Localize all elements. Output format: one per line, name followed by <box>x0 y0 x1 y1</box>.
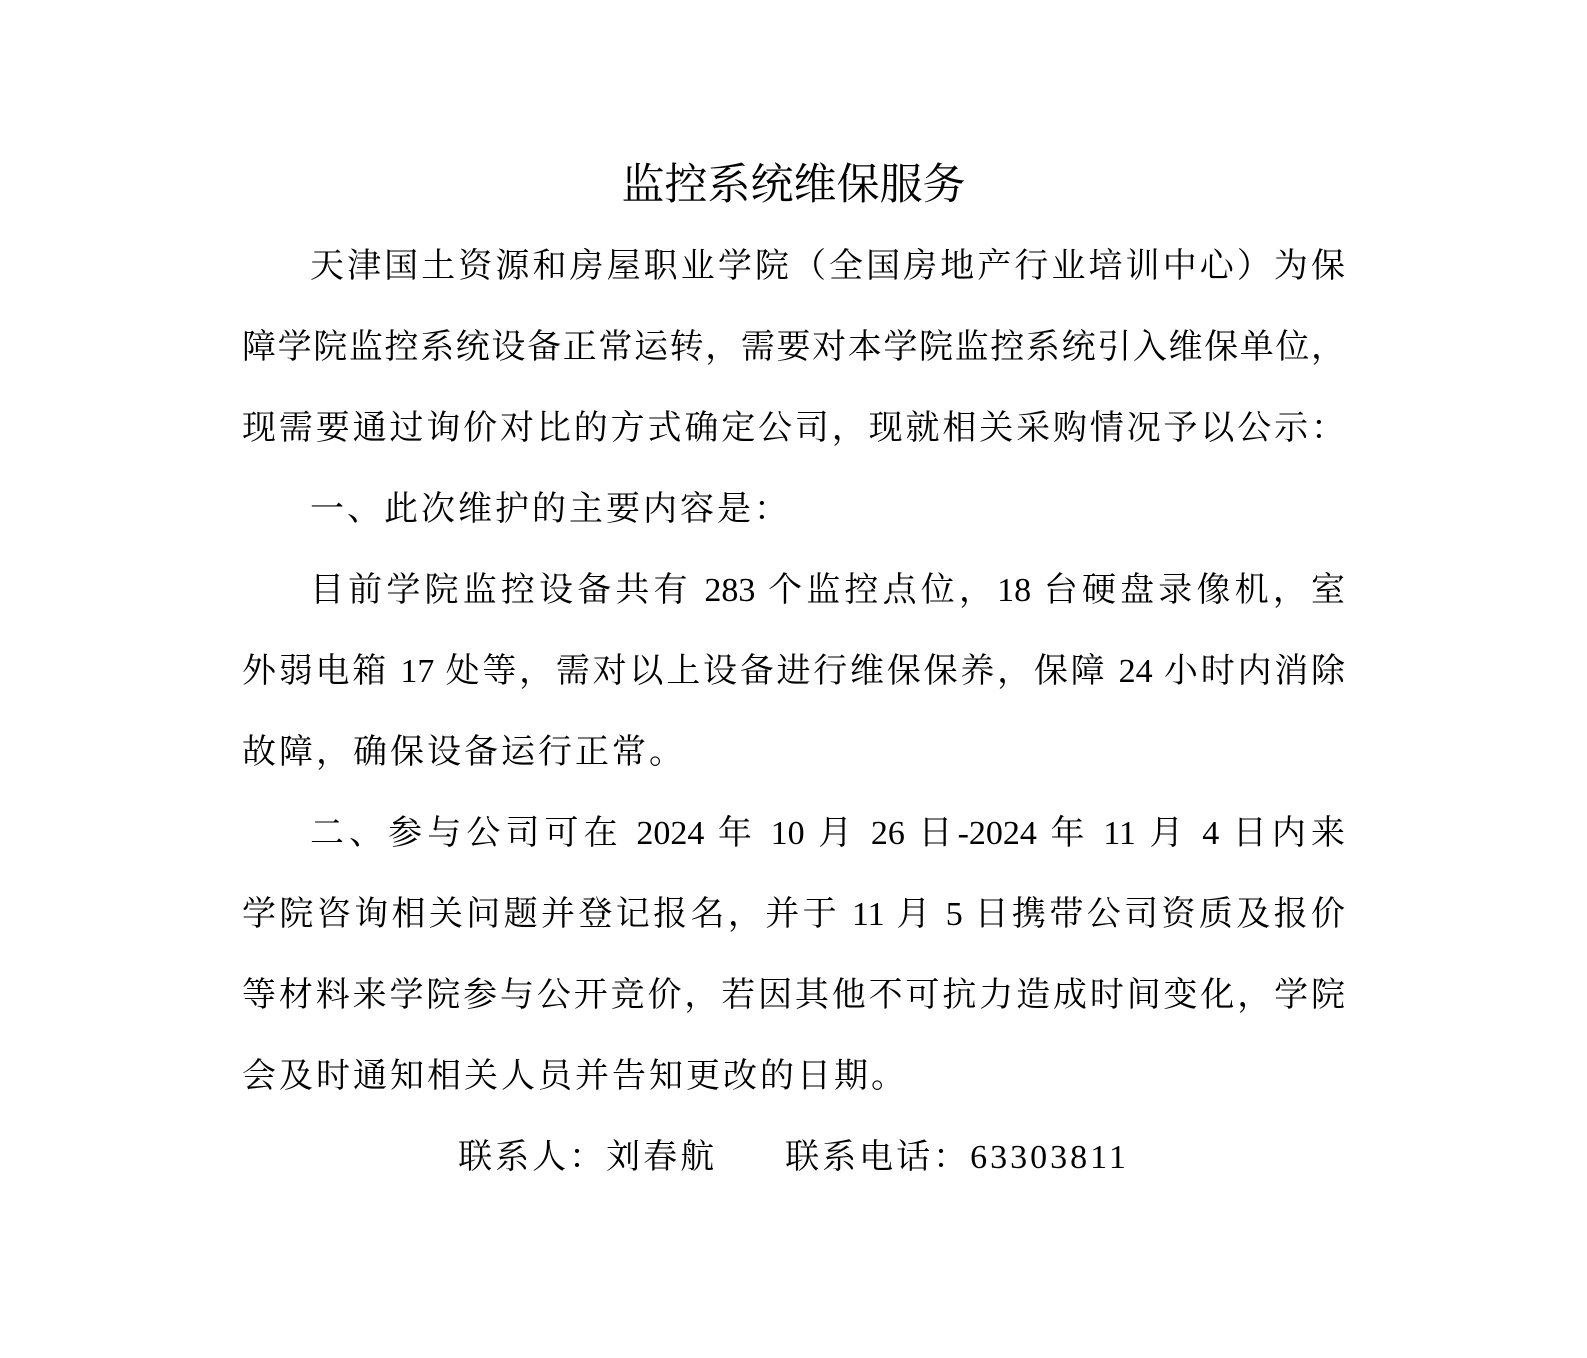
section-2-body-line-1: 二、参与公司可在 2024 年 10 月 26 日-2024 年 11 月 4 日内来 <box>310 815 1345 852</box>
contact-line <box>242 1117 1345 1198</box>
intro-paragraph-line-3: 现需要通过询价对比的方式确定公司，现就相关采购情况予以公示： <box>242 410 1345 447</box>
document-title: 监控系统维保服务 <box>621 162 966 209</box>
section-2-body-line-2: 学院咨询相关问题并登记报名，并于 11 月 5 日携带公司资质及报价 <box>242 896 1345 933</box>
contact-person-label: 联系人： <box>458 1139 607 1176</box>
contact-person-name: 刘春航 <box>606 1139 718 1176</box>
section-1-body-line-1: 目前学院监控设备共有 283 个监控点位，18 台硬盘录像机，室 <box>310 572 1345 609</box>
section-2-body-line-4: 会及时通知相关人员并告知更改的日期。 <box>242 1058 908 1095</box>
contact-phone-label: 联系电话： <box>785 1139 971 1176</box>
section-1-body-line-2: 外弱电箱 17 处等，需对以上设备进行维保保养，保障 24 小时内消除 <box>242 653 1345 690</box>
intro-paragraph-line-2: 障学院监控系统设备正常运转，需要对本学院监控系统引入维保单位， <box>242 329 1345 366</box>
section-2-body-line-3: 等材料来学院参与公开竞价，若因其他不可抗力造成时间变化，学院 <box>242 977 1345 1014</box>
contact-phone-number: 63303811 <box>970 1139 1129 1176</box>
section-1-heading-line: 一、此次维护的主要内容是： <box>310 491 791 528</box>
intro-paragraph-line-1: 天津国土资源和房屋职业学院（全国房地产行业培训中心）为保 <box>310 248 1345 285</box>
section-1-body-line-3: 故障，确保设备运行正常。 <box>242 734 686 771</box>
